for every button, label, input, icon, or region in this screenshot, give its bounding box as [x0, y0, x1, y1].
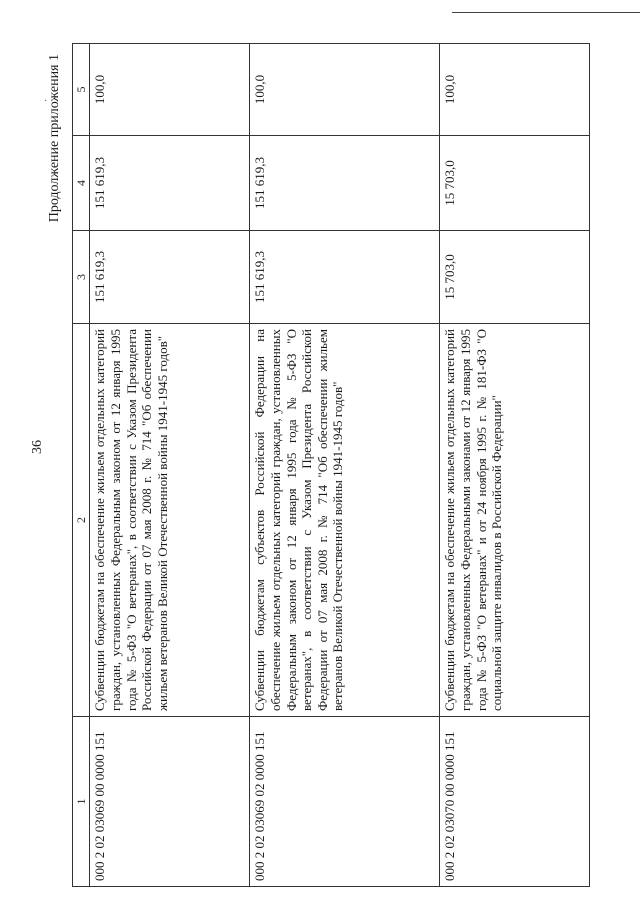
fact-value: 15 703,0	[440, 136, 590, 231]
percent-value: 100,0	[250, 44, 440, 136]
page-number: 36	[30, 440, 45, 454]
percent-value: 100,0	[90, 44, 250, 136]
fact-value: 151 619,3	[250, 136, 440, 231]
scan-dot: ·	[44, 96, 48, 107]
row-description: Субвенции бюджетам на обеспечение жильем отдельных категорий граждан, установленных Федеральными законами от 12 января 1995 года № 5-ФЗ "О ветеранах" и от 24 ноября 1995 г. № 181-ФЗ "О социальной защите инвалидов в Российской Федерации"	[440, 324, 590, 717]
appendix-table	[72, 74, 640, 887]
column-header: 2	[73, 324, 90, 717]
table-row	[90, 44, 250, 887]
table-row	[440, 44, 590, 887]
row-description: Субвенции бюджетам субъектов Российской Федерации на обеспечение жильем отдельных категорий граждан, установленных Федеральным законом от 12 января 1995 года № 5-ФЗ "О ветеранах", в соответствии с Указом Президента Российской Федерации от 07 мая 2008 г. № 714 "Об обеспечении жильем ветеранов Великой Отечественной войны 1941-1945 годов"	[250, 324, 440, 717]
budget-code: 000 2 02 03069 00 0000 151	[90, 717, 250, 887]
column-header: 4	[73, 136, 90, 231]
column-header: 1	[73, 717, 90, 887]
top-rule	[452, 12, 640, 13]
continuation-label: Продолжение приложения 1	[47, 54, 62, 223]
budget-code: 000 2 02 03069 02 0000 151	[250, 717, 440, 887]
row-description: Субвенции бюджетам на обеспечение жильем отдельных категорий граждан, установленных Федеральным законом от 12 января 1995 года № 5-ФЗ "О ветеранах", в соответствии с Указом Президента Российской Федерации от 07 мая 2008 г. № 714 "Об обеспечении жильем ветеранов Великой Отечественной войны 1941-1945 годов"	[90, 324, 250, 717]
budget-code: 000 2 02 03070 00 0000 151	[440, 717, 590, 887]
column-header: 5	[73, 44, 90, 136]
plan-value: 151 619,3	[250, 231, 440, 324]
percent-value: 100,0	[440, 44, 590, 136]
table-row	[250, 44, 440, 887]
plan-value: 151 619,3	[90, 231, 250, 324]
column-header: 3	[73, 231, 90, 324]
header-row	[73, 44, 90, 887]
plan-value: 15 703,0	[440, 231, 590, 324]
fact-value: 151 619,3	[90, 136, 250, 231]
